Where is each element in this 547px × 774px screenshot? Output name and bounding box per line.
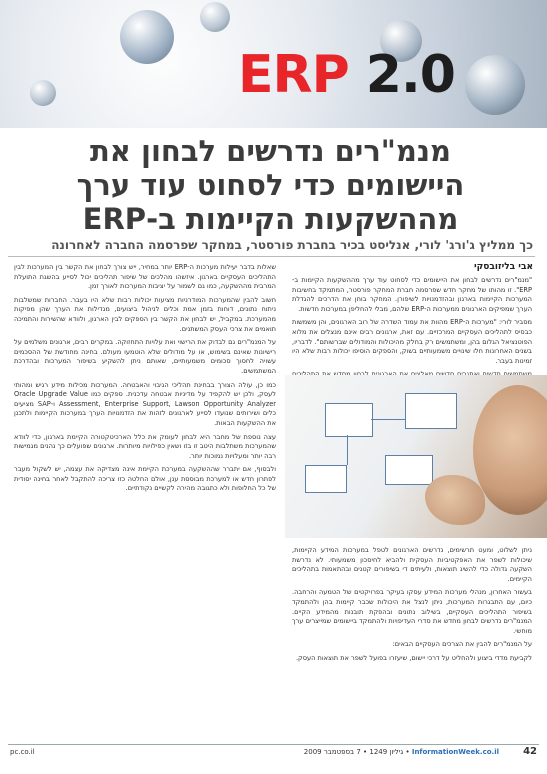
decorative-sphere: [465, 55, 525, 115]
issue-info: גיליון 1249 • 7 בספטמבר 2009: [303, 748, 404, 756]
page-number: 42: [523, 746, 537, 757]
article-column-left: [14, 263, 276, 737]
decorative-sphere: [200, 2, 230, 32]
author-byline: אבי בליזובסקי: [474, 262, 533, 272]
article-photo: [285, 375, 547, 538]
page-footer: [8, 744, 539, 759]
flowchart-box: [325, 403, 373, 437]
paragraph: "מנמ"רים נדרשים לבחון את היישומים כדי לסחוט עוד ערך מההשקעות הקיימות ב-ERP". זו מהותו של מחקר חדש שפרסמה חברת המחקר פורסטר, המתמקד בחשיבות המערכות הקיימות בארגון ובהזדמנויות לשיפורן. המחקר בוחן את הדרכים להגדלת הערך שמפיקים הארגונים ממערכות ה-ERP שלהם, מבלי להחליפן במערכות חדשות.: [292, 276, 532, 313]
decorative-sphere: [120, 10, 174, 64]
paragraph: על המנמ"רים להבין את הצרכים העסקיים הבאים:: [392, 640, 532, 649]
paragraph: שאלות בדבר יעילות מערכות ה-ERP יותר במחיר, ייש צורך לבחון את הקשר בין המערכות לבין התהליכים העסקיים בארגון. איזשהו מהלכים של שיפור תהליכים יכול לסייע בהשגת התועלת המרבית מההשקעה, כמו גם לשמור על יציבות המערכות לאורך זמן.: [14, 263, 276, 291]
flowchart-line: [371, 419, 405, 420]
decorative-sphere: [30, 80, 56, 106]
paragraph: על המנמ"רים גם לבדוק את הרישוי ואת עלויות התחזוקה. במקרים רבים, ארגונים משלמים על רישיונות שאינם בשימוש, או על מודולים שלא הוטמעו מעולם. בחינה מחודשת של ההסכמים עשויה לחסוך סכומים משמעותיים, שאותם ניתן להשקיע בשיפור המערכות ובהדרכת המשתמשים.: [14, 338, 276, 375]
headline-line-3: מההשקעות הקיימות ב-ERP: [82, 202, 459, 236]
flowchart-box: [385, 455, 433, 485]
paragraph: מסביר לורי: "מערכות ה-ERP מהוות את עמוד השדרה של רוב הארגונים, והן משמשות כבסיס לתהליכים העסקיים המרכזיים. עם זאת, ארגונים רבים אינם מנצלים את מלוא הפוטנציאל הגלום בהן, ומשתמשים רק בחלק מהיכולות והמודולים שברשותם". לדבריו, בשנים האחרונות חלו שינויים משמעותיים בשוק, והספקים הוסיפו יכולות רבות שלא היו זמינות בעבר.: [292, 318, 533, 365]
paragraph: חשוב להבין שהמערכות המודרניות מציעות יכולות רבות שלא היו בעבר. החברות שמשלבות ניתוח נתונים, דוחות בזמן אמת וכלים לניהול ביצועים, מגדילות את הערך שהן מפיקות מהמערכת. במקביל, יש לבחון את הקשר בין הספקים לבין הארגון, ולוודא שהשירות והתמיכה תואמים את צרכי העסק המשתנים.: [14, 295, 276, 333]
headline-line-1: מנמ"רים נדרשים לבחון את: [89, 134, 452, 168]
headline-line-2: היישומים כדי לסחוט עוד ערך: [76, 168, 465, 202]
site-link[interactable]: InformationWeek.co.il: [411, 748, 499, 756]
article-subheadline: כך ממליץ ג'ורג' לורי, אנליסט בכיר בחברת פורסטר, במחקר שפרסמה החברה לאחרונה: [51, 238, 533, 252]
paragraph: בעשור האחרון, מנהלי מערכות המידע עסקו בעיקר בפרויקטים של הטמעה והרחבה. כיום, עם התבגרות המערכות, ניתן לנצל את היכולות שכבר קיימות בהן ולהתמקד בשיפור התהליכים העסקיים, בשילוב נתונים ובהפקת תובנות מהמידע הקיים. המנמ"רים נדרשים לבחון מחדש את סדרי העדיפויות ולהתמקד ביישומים שמייצרים ערך מוחשי.: [292, 588, 532, 635]
flowchart-box: [305, 465, 347, 493]
flowchart-line: [347, 435, 348, 465]
paragraph: לקביעת מדדי ביצוע ולהחליט על דרכי יישום, שיעזרו בפועל לשפר את תוצאות העסק.: [295, 653, 532, 662]
hand-with-pen: [425, 475, 485, 525]
footer-publication: InformationWeek.co.il • גיליון 1249 • 7 בספטמבר 2009: [303, 748, 499, 756]
article-headline: [8, 134, 533, 236]
footer-left-text: pc.co.il: [10, 748, 35, 756]
erp-logo: ERP 2.0: [238, 45, 455, 105]
paragraph: ניתן לשלוט, ומעט תרשימים, נדרשים הארגונים לטפל במערכות המידע הקיימות, שיכולות לשפר את האפקטיביות העסקית ולהביא לחיסכון משמעותי. לא נדרשת השקעה גדולה כדי להשיג תוצאות, ולעיתים די בשיפורים קטנים ובהתאמות בתהליכים הקיימים.: [292, 546, 532, 583]
article-column-right-bottom: [292, 546, 532, 736]
paragraph: כמו כן, עולה הצורך בבחינת תהליכי הגיבוי והאבטחה. המערכות מכילות מידע רגיש ומהותי לעסק, ולכן יש להקפיד על מדיניות אבטחה עדכנית. ספקים כמו Oracle Upgrade Value Assessment, Enterprise Support, Lawson Opportunity Analyzer ו-SAP מציעים כלים ושירותים שנועדו לסייע לארגונים לזהות את הזדמנויות הערך במערכות הקיימות ולתכנן את ההשקעות הבאות.: [14, 380, 276, 427]
flowchart-box: [405, 393, 457, 429]
paragraph: ולבסוף, אם יתברר שההשקעה במערכת הקיימת אינה מצדיקה את עצמה, יש לשקול מעבר לפתרון חדש או למערכת מבוססת ענן, אולם החלטה כזו צריכה להתקבל לאחר בחינה יסודית של כל החלופות ולא כתגובה מהירה לקשיים נקודתיים.: [14, 465, 276, 493]
header-banner: [0, 0, 547, 128]
divider: [8, 256, 535, 257]
paragraph: עצה נוספת של מחבר היא לבחון לעומק את כלל הארכיטקטורה הקיימת בארגון, כדי לוודא שהמערכות משתלבות היטב זו בזו ושאין כפילויות מיותרות. ארגונים שפועלים כך נהנים מגמישות רבה יותר ומעלויות נמוכות יותר.: [14, 432, 276, 460]
